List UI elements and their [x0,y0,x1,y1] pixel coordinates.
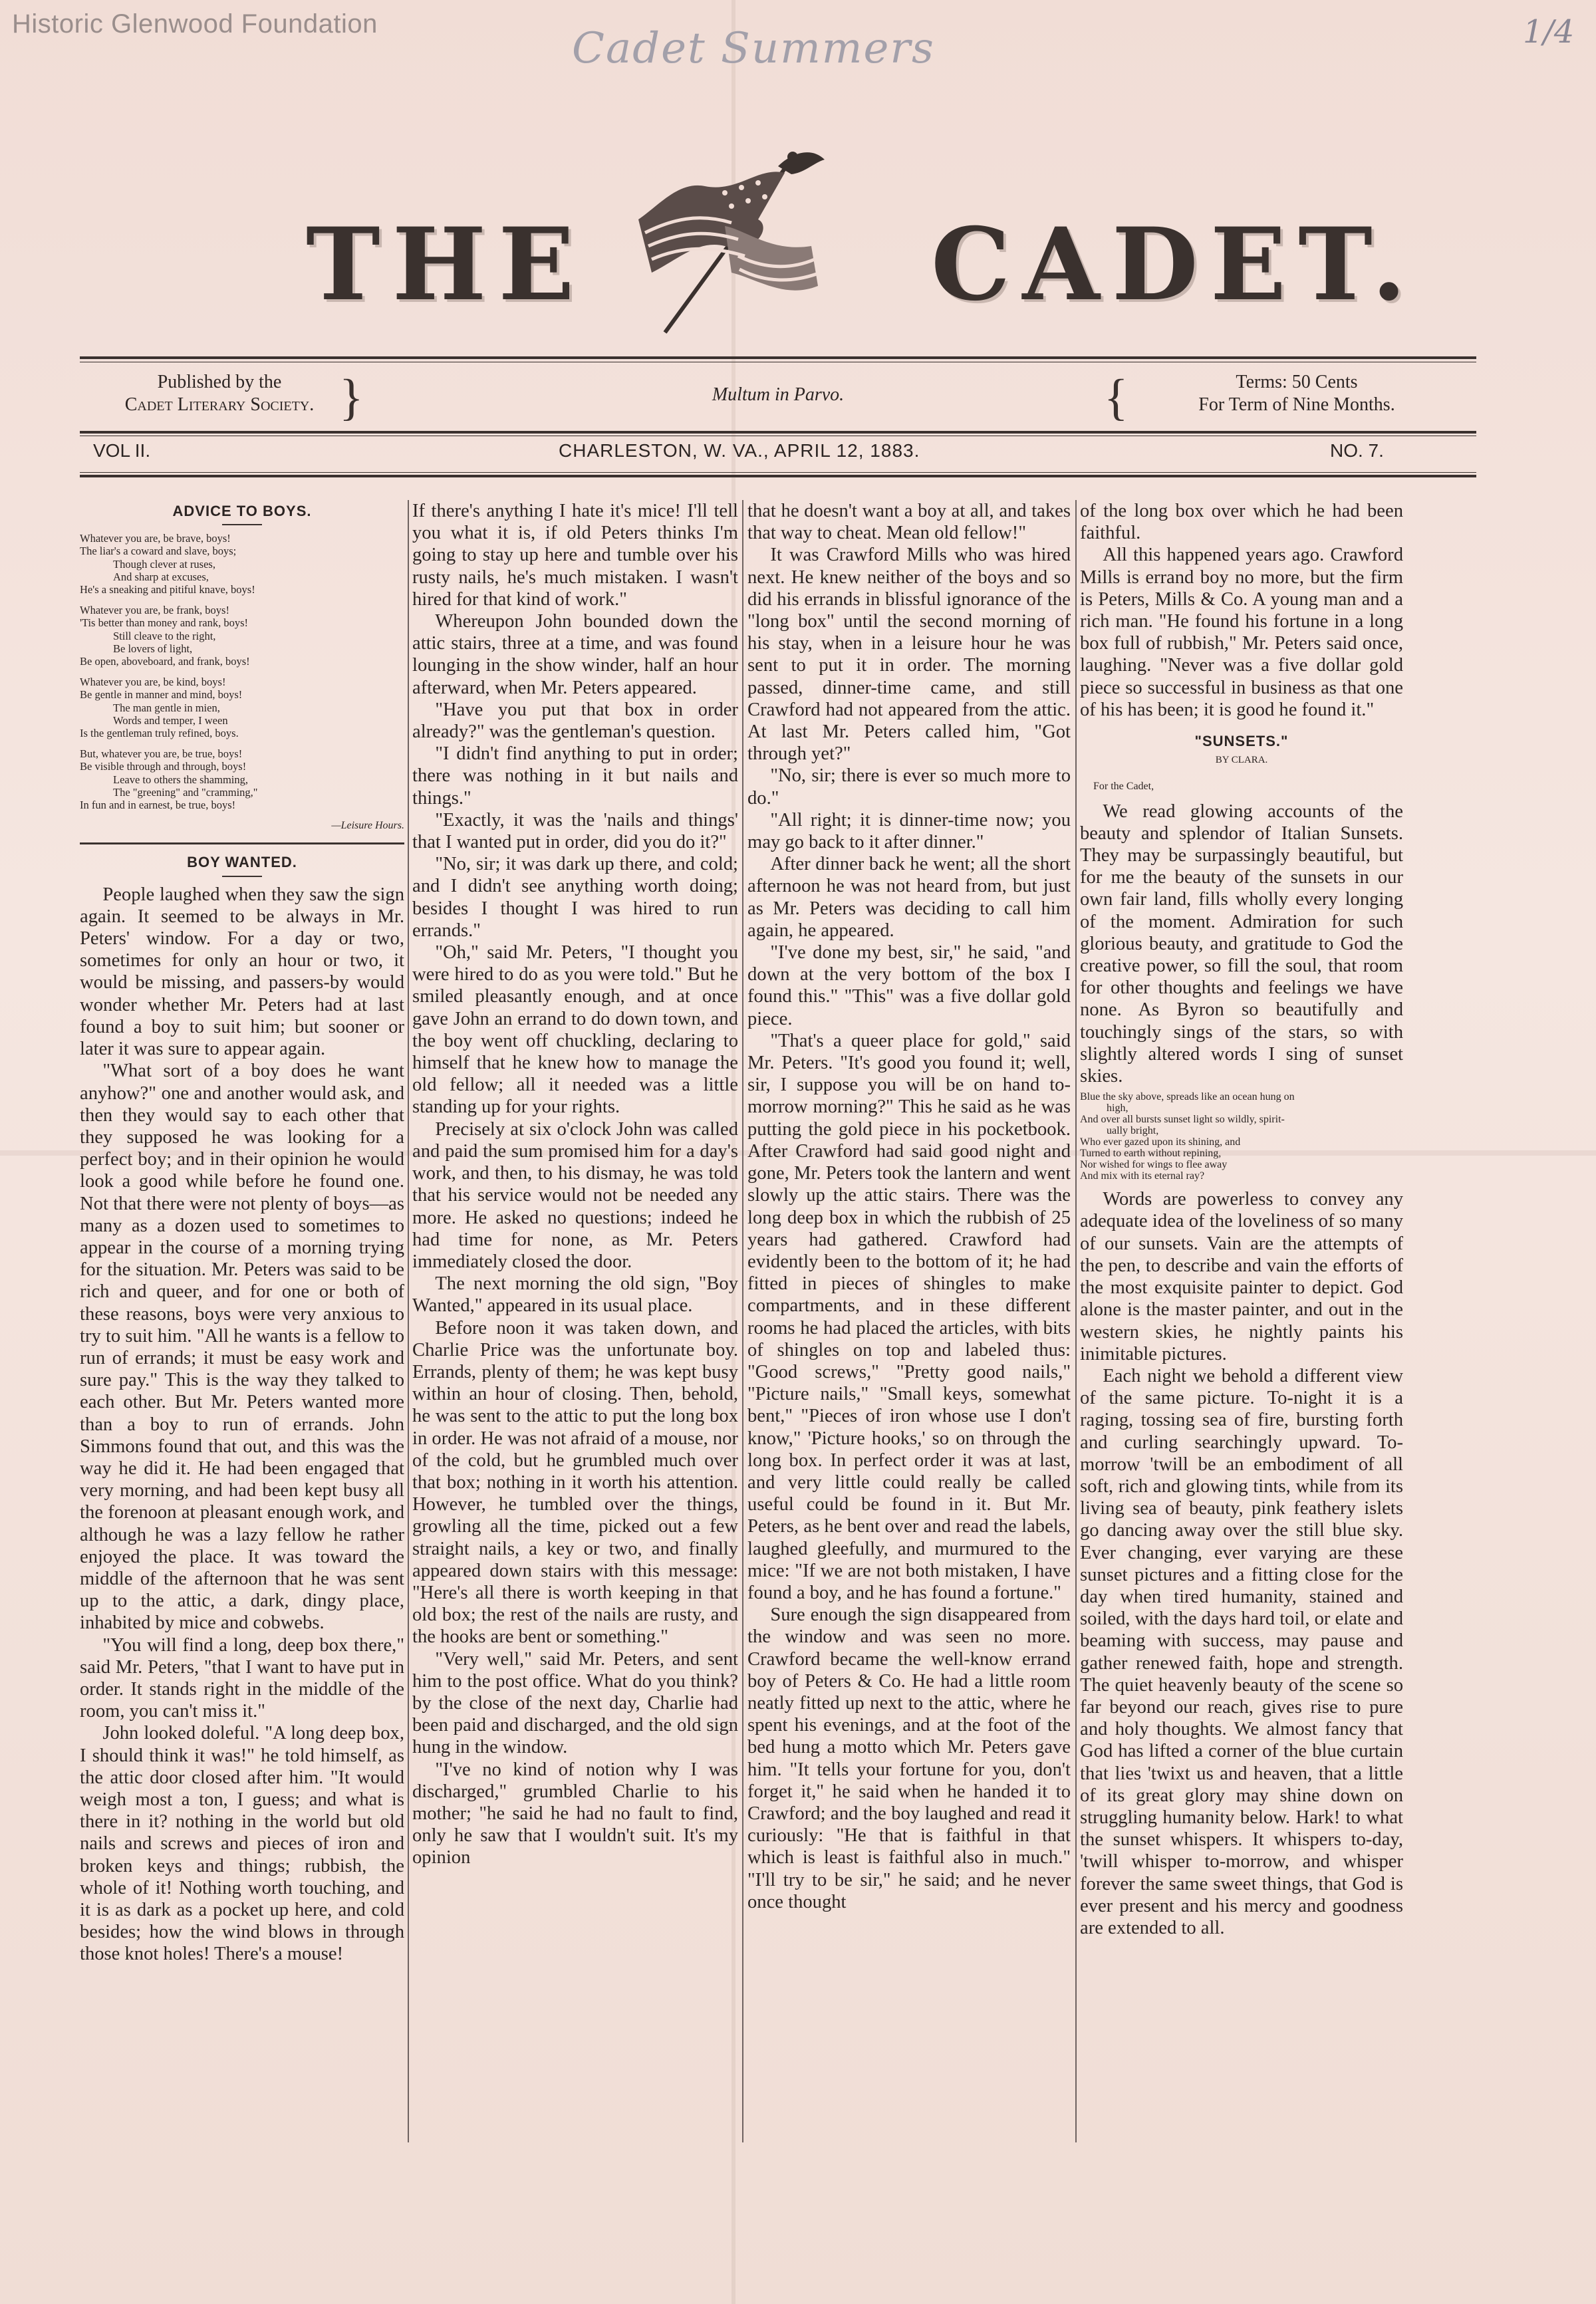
publisher-info [80,371,359,416]
article-paragraph: "Very well," said Mr. Peters, and sent him to the post office. What do you think? by the close of the next day, Charlie had been paid and discharged, and the old sign hung in the window. [412,1648,738,1758]
article-paragraph: that he doesn't want a boy at all, and takes that way to cheat. Mean old fellow!" [747,501,1071,544]
poem-line: The man gentle in mien, [113,701,220,714]
poem-line: Words and temper, I ween [113,713,228,727]
article-paragraph: "No, sir; it was dark up there, and cold; and I didn't see anything worth doing; besides I thought I was hired to run errands." [412,854,738,941]
terms-info [1117,371,1476,416]
article-paragraph: "Have you put that box in order already?" was the gentleman's question. [412,699,738,743]
poem-line: high, [1107,1102,1129,1114]
sunsets-byline: BY CLARA. [1215,755,1268,766]
article-paragraph: "Exactly, it was the 'nails and things' that I wanted put in order, did you do it?" [412,809,738,853]
poem-line: And mix with its eternal ray? [1080,1170,1205,1182]
date-label: CHARLESTON, W. VA., APRIL 12, 1883. [559,440,920,461]
article-paragraph: "No, sir; there is ever so much more to do." [747,765,1071,809]
poem-line: Whatever you are, be frank, boys! [80,604,229,617]
article-paragraph: If there's anything I hate it's mice! I'll tell you what it is, if old Peters thinks I'm going to stay up here and tumble over his rusty nails, he's much mistaken. I wasn't hired for that kind of work." [412,501,738,610]
rule-top-thick [80,356,1476,359]
spacer [1080,721,1403,730]
poem-line: Who ever gazed upon its shining, and [1080,1136,1241,1148]
article-paragraph: The next morning the old sign, "Boy Wanted," appeared in its usual place. [412,1273,738,1317]
article-paragraph: Each night we behold a different view of the same picture. To-night it is a raging, tossing sea of fire, bursting forth and curling searchingly upward. To-morrow 'twill be an embodiment of all soft, rich and glowing tints, while from its living sea of beauty, pink feathery islets go dancing away over the still blue sky. Ever changing, ever varying are these sunset pictures and a fitting close for the day when tired humanity, stained and soiled, with the days hard toil, or elate and beaming with success, may pause and gather renewed faith, hope and strength. The quiet heavenly beauty of the scene so far beyond our reach, gives rise to pure and holy thoughts. We almost fancy that God has lifted a corner of the blue curtain that lies 'twixt us and heaven, that a little of its great glory may shine down on struggling humanity below. Hark! to what the sunset whispers. It whispers to-day, 'twill whisper to-morrow, and whisper forever the same sweet things, that God is ever present and his mercy and goodness are extended to all. [1080,1365,1403,1938]
sunsets-for-line: For the Cadet, [1093,781,1154,793]
article-paragraph: Before noon it was taken down, and Charlie Price was the unfortunate boy. Errands, plenty of them; he was kept busy within an hour of closing. Then, behold, he was sent to the attic to put the long box in order. He was not afraid of a mouse, nor of the cold, but he grumbled much over that box; nothing in it worth his attention. However, he tumbled over the things, growling all the time, picked out a few straight nails, a key or two, and finally appeared down stairs with this message: "Here's all there is worth keeping in that old box; the rest of the nails are rusty, and the hooks are bent or something." [412,1317,738,1648]
poem-line: Be gentle in manner and mind, boys! [80,688,243,702]
terms-line2: For Term of Nine Months. [1198,394,1395,415]
advice-poem [80,532,404,832]
poem-stanza [80,604,404,668]
column-separator [742,500,743,2142]
column-2 [412,500,738,2142]
advice-title: ADVICE TO BOYS. [172,503,312,519]
poem-line: ually bright, [1107,1125,1159,1137]
poem-line: And sharp at excuses, [113,570,209,583]
column-separator [408,500,409,2142]
article-paragraph: After dinner back he went; all the short afternoon he was not heard from, but just as Mr. Peters was deciding to call him again, he appeared. [747,854,1071,941]
masthead-the: THE [306,206,587,323]
poem-line: He's a sneaking and pitiful knave, boys! [80,583,255,596]
poem-line: 'Tis better than money and rank, boys! [80,616,249,630]
poem-line: Whatever you are, be brave, boys! [80,532,231,545]
article-paragraph: Precisely at six o'clock John was called and paid the sum promised him for a day's work, and then, to his dismay, he was told that his service would not be needed any more. He asked no questions; indeed he had time for none, as Mr. Peters immediately closed the door. [412,1118,738,1272]
poem-line: Be open, aboveboard, and frank, boys! [80,655,250,668]
volume-label: VOL II. [93,440,151,461]
handwritten-name: Cadet Summers [572,24,935,73]
poem-line: Leave to others the shamming, [113,773,248,786]
masthead-cadet: CADET. [931,206,1418,323]
poem-line: Be lovers of light, [113,642,193,655]
title-underline [222,876,262,877]
article-paragraph: We read glowing accounts of the beauty and splendor of Italian Sunsets. They may be surpassingly beautiful, but for me the beauty of the sunsets in our own fair land, fills wholly every longing of the moment. Admiration for such glorious beauty, and gratitude to God the creative power, so fill the soul, that room for other thoughts and feelings we have none. As Byron so beautifully and touchingly sings of the stars, so with slightly altered words I sing of sunset skies. [1080,801,1403,1087]
rule-mid-thick [80,431,1476,434]
poem-line: And over all bursts sunset light so wildly, spirit- [1080,1114,1285,1126]
article-paragraph: It was Crawford Mills who was hired next. He knew neither of the boys and so did his errands in blissful ignorance of the "long box" until the second morning of his stay, when in a leisure hour he was sent to put it in order. The morning passed, dinner-time came, and still Crawford had not appeared from the attic. At last Mr. Peters called him, "Got through yet?" [747,545,1071,765]
article-paragraph: People laughed when they saw the sign again. It seemed to be always in Mr. Peters' window. For a day or two, sometimes for only an hour or two, it would be missing, and passers-by would wonder whether Mr. Peters had at last found a boy to suit him; but sooner or later it was sure to appear again. [80,884,404,1060]
publisher-line1: Published by the [157,372,282,392]
brace-right-icon: } [339,370,364,426]
rule-low-thin [80,472,1476,473]
article-paragraph: "I didn't find anything to put in order; there was nothing in it but nails and things." [412,743,738,809]
motto: Multum in Parvo. [712,384,845,405]
poem-line: Though clever at ruses, [113,557,215,571]
page-number: 1/4 [1523,13,1575,51]
article-paragraph: "What sort of a boy does he want anyhow?" one and another would ask, and then they would say to each other that they supposed he was looking for a perfect boy; and in their opinion he would look a good while before he found one. Not that there were not plenty of boys—as many as a dozen used to sometimes to appear in the course of a morning trying for the situation. Mr. Peters was said to be rich and queer, and for one or both of these reasons, boys were very anxious to try to suit him. "All he wants is a fellow to run of errands; it must be easy work and sure pay." This is the way they talked to each other. But Mr. Peters wanted more than a boy to run of errands. John Simmons found that out, and this was the way he did it. He had been engaged that very morning, and had been kept busy all the forenoon at pleasant enough work, and although he was a lazy fellow he rather enjoyed the place. It was toward the middle of the afternoon that he was sent up to the attic, a dark, dingy place, inhabited by mice and cobwebs. [80,1061,404,1634]
brace-left-icon: { [1104,370,1129,426]
column-separator [1075,500,1077,2142]
poem-line: Is the gentleman truly refined, boys. [80,727,239,740]
poem-line: The "greening" and "cramming," [113,785,258,799]
boy-wanted-title: BOY WANTED. [187,854,297,871]
section-separator [80,842,404,844]
poem-line: But, whatever you are, be true, boys! [80,747,243,761]
article-paragraph: of the long box over which he had been faithful. [1080,501,1403,544]
publisher-line2: Cadet Literary Society. [124,394,315,415]
poem-stanza [80,676,404,739]
poem-line: The liar's a coward and slave, boys; [80,545,237,558]
article-paragraph: "I've no kind of notion why I was discharged," grumbled Charlie to his mother; "he said he had no fault to find, only he saw that I wouldn't suit. It's my opinion [412,1759,738,1868]
publisher-block [80,371,1476,431]
poem-line: In fun and in earnest, be true, boys! [80,799,236,812]
article-paragraph: "Oh," said Mr. Peters, "I thought you were hired to do as you were told." But he smiled pleasantly enough, and at once gave John an errand to do down town, and the boy went off chuckling, declaring to himself that he knew how to manage the old fellow; all it needed was a little standing up for your rights. [412,942,738,1118]
article-paragraph: Words are powerless to convey any adequate idea of the loveliness of so many of our sunsets. Vain are the attempts of the pen, to describe and vain the efforts of the most exquisite painter to depict. God alone is the master painter, and out in the western skies, he nightly paints his inimitable pictures. [1080,1189,1403,1364]
poem-line: Whatever you are, be kind, boys! [80,676,226,689]
article-paragraph: All this happened years ago. Crawford Mills is errand boy no more, but the firm is Peters, Mills & Co. A young man and a rich man. "He found his fortune in a long box full of rubbish," Mr. Peters said once, laughing. "Never was a five dollar gold piece so successful in business as that one of his has been; it is good he found it." [1080,545,1403,720]
rule-low-thick [80,475,1476,477]
article-paragraph: "That's a queer place for gold," said Mr. Peters. "It's good you found it; well, sir, I suppose you will be on hand to-morrow morning?" This he said as he was putting the gold piece in his pocketbook. After Crawford had said good night and gone, Mr. Peters took the lantern and went slowly up the attic stairs. There was the long deep box in which the rubbish of 25 years had gathered. Crawford had evidently been to the bottom of it; he had fitted in pieces of shingles to make compartments, and in these different rooms he had placed the articles, with bits of shingles on top and labeled thus: "Good screws," "Pretty good nails," "Picture nails," "Small keys, somewhat bent," "Pieces of iron whose use I don't know," 'Picture hooks,' so on through the long box. In perfect order it was at last, and very little could really be called useful could be found in it. But Mr. Peters, as he bent over and read the labels, laughed gleefully, and murmured to the mice: "If we are not both mistaken, I have found a boy, and he has found a fortune." [747,1030,1071,1603]
poem-line: Still cleave to the right, [113,629,216,642]
article-paragraph: Whereupon John bounded down the attic stairs, three at a time, and was found lounging in the show winder, half an hour afterward, when Mr. Peters appeared. [412,611,738,698]
article-paragraph: "You will find a long, deep box there," said Mr. Peters, "that I want to have put in order. It stands right in the middle of the room, you can't miss it." [80,1634,404,1722]
poem-stanza [80,532,404,596]
poem-line: Be visible through and through, boys! [80,760,247,773]
column-4 [1080,500,1403,2142]
article-paragraph: "I've done my best, sir," he said, "and down at the very bottom of the box I found this." "This" was a five dollar gold piece. [747,942,1071,1029]
title-underline [222,524,262,525]
flag-icon [625,146,838,339]
poem-stanza [80,747,404,811]
sunsets-poem [1080,1091,1403,1182]
column-3 [747,500,1071,2142]
article-paragraph: John looked doleful. "A long deep box, I should think it was!" he told himself, as the attic door closed after him. "It would weigh most a ton, I guess; and what is there in it? nothing in the world but old nails and screws and pieces of iron and broken keys and things; rubbish, the whole of it! Nothing worth touching, and it is as dark as a pocket up here, and cold besides; how the wind blows in through those knot holes! There's a mouse! [80,1723,404,1965]
poem-line: Nor wished for wings to flee away [1080,1159,1228,1171]
dateline [80,439,1476,468]
terms-line1: Terms: 50 Cents [1236,372,1358,392]
issue-number: NO. 7. [1330,440,1384,461]
masthead [293,140,1418,339]
sunsets-title: "SUNSETS." [1194,733,1289,750]
poem-line: Blue the sky above, spreads like an ocean hung on [1080,1091,1295,1103]
article-paragraph: "All right; it is dinner-time now; you may go back to it after dinner." [747,809,1071,853]
column-1 [80,500,404,2142]
poem-line: Turned to earth without repining, [1080,1148,1222,1160]
watermark: Historic Glenwood Foundation [12,9,378,39]
poem-credit: —Leisure Hours. [331,820,404,832]
article-paragraph: Sure enough the sign disappeared from the window and was seen no more. Crawford became the well-know errand boy of Peters & Co. He had a little room neatly fitted up next to the attic, where he spent his evenings, and at the foot of the bed hung a motto which Mr. Peters gave him. "It tells your fortune for you, don't forget it," he said when he handed it to Crawford; and the boy laughed and read it curiously: "He that is faithful in that which is least is faithful also in much." "I'll try to be sir," he said; and he never once thought [747,1604,1071,1912]
